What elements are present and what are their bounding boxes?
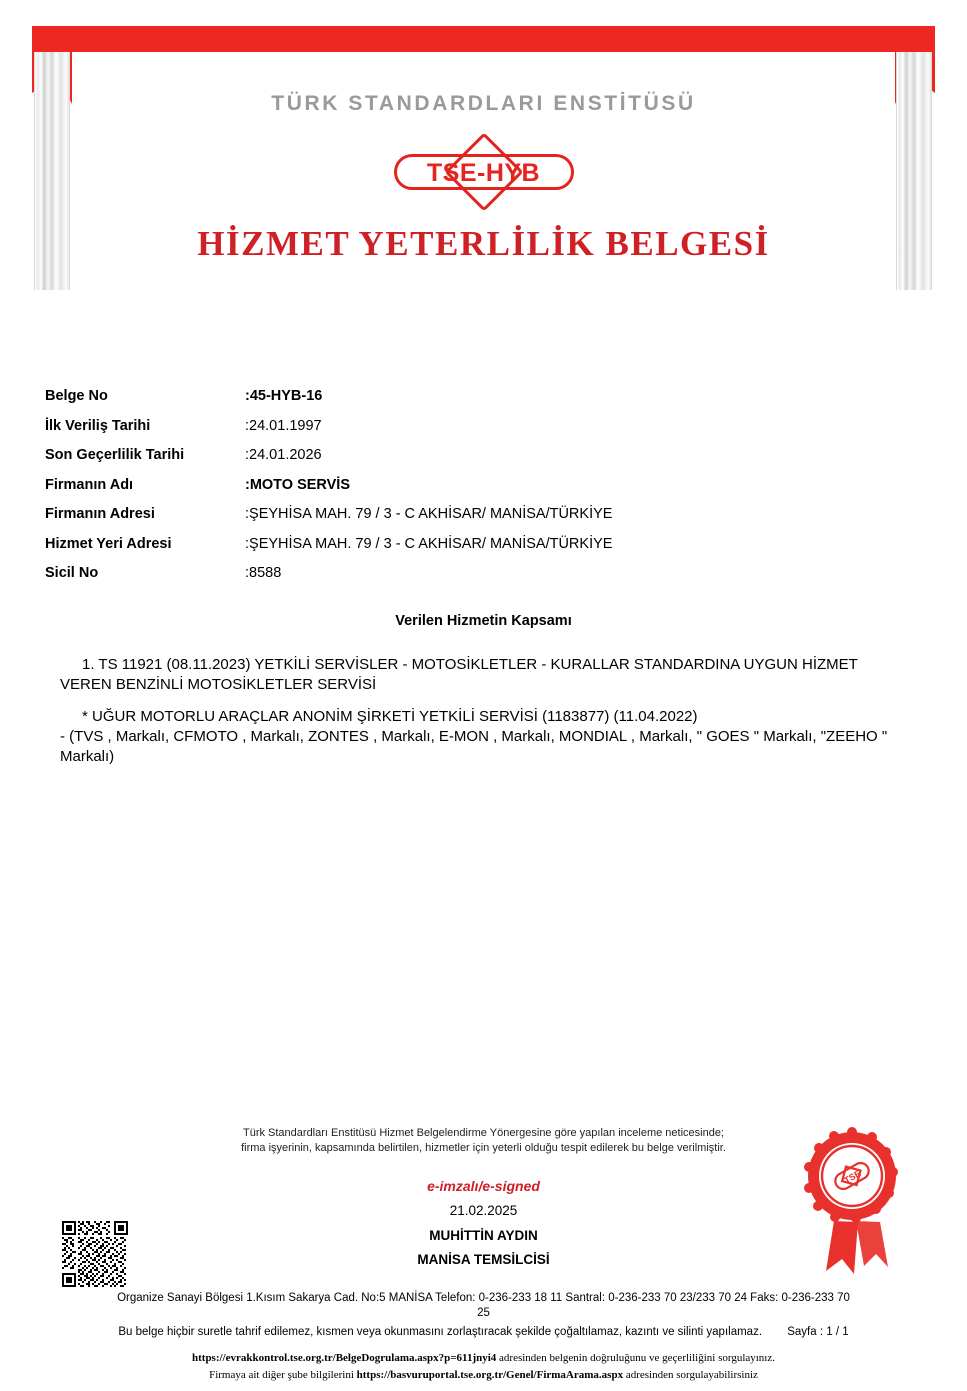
scope-item-authorized-service: * UĞUR MOTORLU ARAÇLAR ANONİM ŞİRKETİ YETKİLİ SERVİSİ (1183877) (11.04.2022) <box>82 707 698 725</box>
field-value-hizmet-yeri-adresi: :ŞEYHİSA MAH. 79 / 3 - C AKHİSAR/ MANİSA/TÜRKİYE <box>245 535 613 552</box>
certificate-title: HİZMET YETERLİLİK BELGESİ <box>197 224 770 263</box>
field-label-hizmet-yeri-adresi: Hizmet Yeri Adresi <box>45 535 172 552</box>
office-address-continued: 25 <box>477 1307 490 1319</box>
signer-role: MANİSA TEMSİLCİSİ <box>417 1252 550 1267</box>
banner-red-bar <box>32 26 935 52</box>
signer-name: MUHİTTİN AYDIN <box>429 1228 538 1243</box>
field-value-son-gecerlilik-tarihi: :24.01.2026 <box>245 447 322 463</box>
legal-notice-row <box>0 1326 967 1338</box>
field-value-firmanin-adresi: :ŞEYHİSA MAH. 79 / 3 - C AKHİSAR/ MANİSA/TÜRKİYE <box>245 506 613 522</box>
field-row <box>45 506 925 522</box>
page-number: Sayfa : 1 / 1 <box>787 1326 849 1338</box>
institute-name: TÜRK STANDARDLARI ENSTİTÜSÜ <box>271 92 696 115</box>
field-value-ilk-verilis-tarihi: :24.01.1997 <box>245 417 322 434</box>
legal-notice-text: Bu belge hiçbir suretle tahrif edilemez, kısmen veya okunmasını zorlaştıracak şekilde çoğaltılamaz, kazıntı ve silinti yapılamaz. <box>118 1326 763 1338</box>
logo-label: TSE-HYB <box>426 159 541 187</box>
tse-hyb-logo <box>364 140 604 212</box>
scope-item-brands: - (TVS , Markalı, CFMOTO , Markalı, ZONTES , Markalı, E-MON , Markalı, MONDIAL , Markalı, " GOES " Markalı, "ZEEHO " Markalı) <box>60 727 888 765</box>
branch-lookup-line <box>0 1369 967 1381</box>
official-seal-icon <box>790 1126 900 1276</box>
field-label-firmanin-adresi: Firmanın Adresi <box>45 506 155 522</box>
field-value-belge-no: :45-HYB-16 <box>245 388 323 404</box>
footer-note-line-2: firma işyerinin, kapsamında belirtilen, hizmetler için yeterli olduğu tespit edilerek bu belge verilmiştir. <box>241 1142 726 1155</box>
field-label-sicil-no: Sicil No <box>45 565 99 581</box>
svg-text:TSE: TSE <box>842 1168 863 1186</box>
branch-lookup-url-link[interactable]: https://basvuruportal.tse.org.tr/Genel/FirmaArama.aspx <box>356 1369 624 1381</box>
field-row <box>45 418 925 434</box>
footer-note-line-1: Türk Standardları Enstitüsü Hizmet Belgelendirme Yönergesine göre yapılan inceleme neticesinde; <box>242 1127 724 1139</box>
scope-body <box>60 655 908 767</box>
verification-line <box>0 1352 967 1364</box>
branch-lookup-suffix: adresinden sorgulayabilirsiniz <box>625 1369 758 1381</box>
field-value-firmanin-adi: :MOTO SERVİS <box>245 476 351 493</box>
qr-code-icon[interactable] <box>62 1221 128 1287</box>
verification-url-link[interactable]: https://evrakkontrol.tse.org.tr/BelgeDogrulama.aspx?p=611jnyi4 <box>192 1352 497 1364</box>
office-address: Organize Sanayi Bölgesi 1.Kısım Sakarya Cad. No:5 MANİSA Telefon: 0-236-233 18 11 Santral: 0-236-233 70 23/233 70 24 Faks: 0-236-233 70 <box>117 1292 850 1304</box>
field-row <box>45 388 925 404</box>
field-label-ilk-verilis-tarihi: İlk Veriliş Tarihi <box>45 417 151 434</box>
certificate-fields <box>45 388 925 595</box>
certificate-header <box>0 0 967 300</box>
verification-text: adresinden belgenin doğruluğunu ve geçerliliğini sorgulayınız. <box>499 1352 775 1364</box>
scope-item-standard: 1. TS 11921 (08.11.2023) YETKİLİ SERVİSLER - MOTOSİKLETLER - KURALLAR STANDARDINA UYGUN HİZMET VEREN BENZİNLİ MOTOSİKLETLER SERVİSİ <box>60 656 858 694</box>
esigned-label: e-imzalı/e-signed <box>427 1178 540 1194</box>
field-label-belge-no: Belge No <box>45 388 108 404</box>
field-row <box>45 565 925 581</box>
field-row <box>45 447 925 463</box>
field-row <box>45 536 925 552</box>
esigned-date: 21.02.2025 <box>449 1203 518 1218</box>
field-row <box>45 477 925 493</box>
scope-heading: Verilen Hizmetin Kapsamı <box>395 613 572 629</box>
branch-lookup-prefix: Firmaya ait diğer şube bilgilerini <box>209 1369 354 1381</box>
field-label-firmanin-adi: Firmanın Adı <box>45 476 134 493</box>
field-value-sicil-no: :8588 <box>245 565 282 581</box>
field-label-son-gecerlilik-tarihi: Son Geçerlilik Tarihi <box>45 447 185 463</box>
